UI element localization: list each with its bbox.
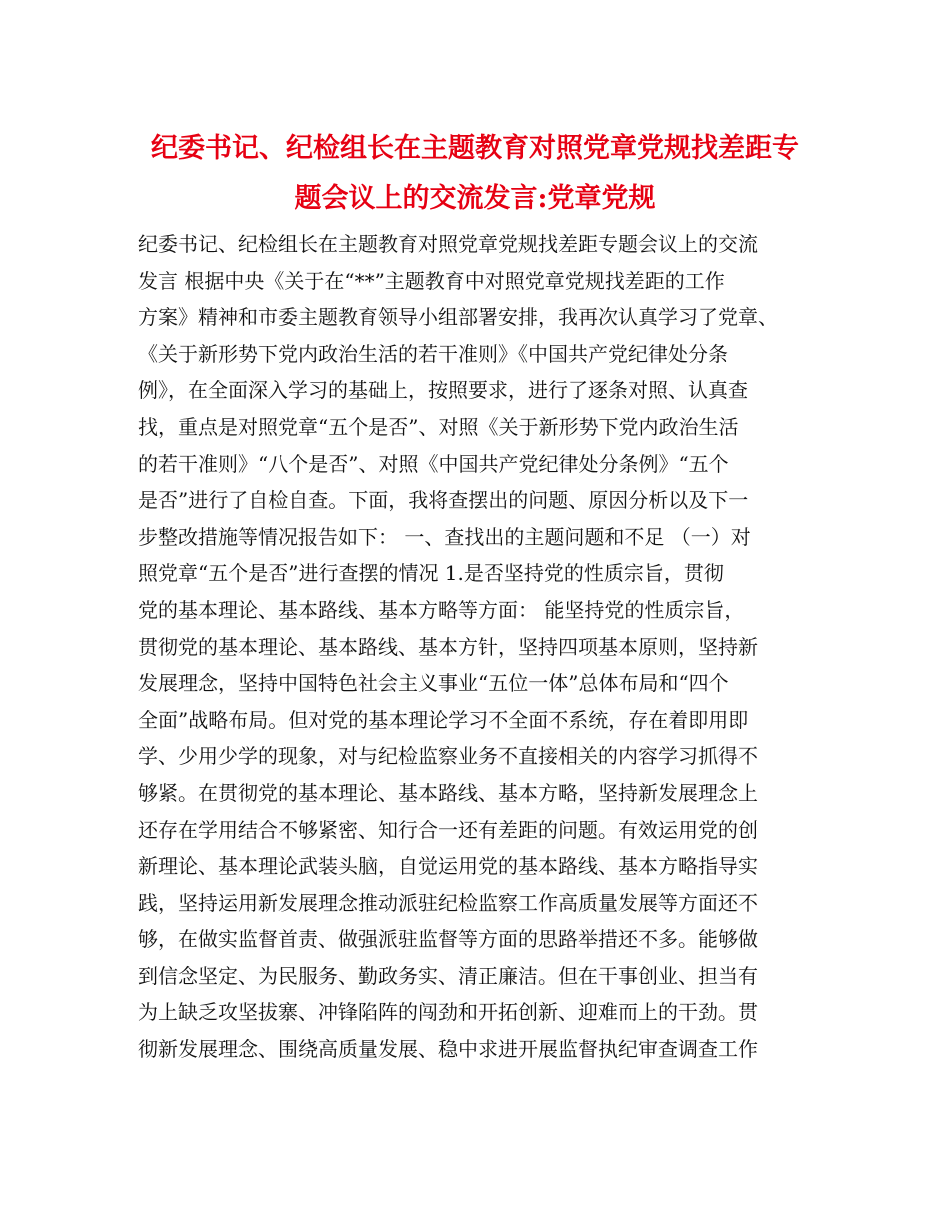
- body-line: 步整改措施等情况报告如下： 一、查找出的主题问题和不足 （一）对: [138, 524, 751, 549]
- body-line: 照党章“五个是否”进行查摆的情况 1.是否坚持党的性质宗旨，贯彻: [138, 561, 724, 586]
- document-body: [138, 226, 838, 1068]
- body-line: 找，重点是对照党章“五个是否”、对照《关于新形势下党内政治生活: [138, 414, 739, 439]
- body-line: 彻新发展理念、围绕高质量发展、稳中求进开展监督执纪审查调查工作: [138, 1037, 758, 1062]
- body-line: 《关于新形势下党内政治生活的若干准则》《中国共产党纪律处分条: [138, 341, 728, 366]
- title-line: 题会议上的交流发言:党章党规: [294, 183, 656, 214]
- body-line: 方案》精神和市委主题教育领导小组部署安排，我再次认真学习了党章、: [138, 305, 778, 330]
- body-line: 发展理念，坚持中国特色社会主义事业“五位一体”总体布局和“四个: [138, 671, 729, 696]
- body-line: 还存在学用结合不够紧密、知行合一还有差距的问题。有效运用党的创: [138, 817, 758, 842]
- body-line: 够，在做实监督首责、做强派驻监督等方面的思路举措还不多。能够做: [138, 927, 758, 952]
- body-line: 的若干准则》“八个是否”、对照《中国共产党纪律处分条例》“五个: [138, 451, 729, 476]
- body-line: 例》，在全面深入学习的基础上，按照要求，进行了逐条对照、认真查: [138, 378, 748, 403]
- body-line: 贯彻党的基本理论、基本路线、基本方针，坚持四项基本原则，坚持新: [138, 634, 758, 659]
- body-line: 学、少用少学的现象，对与纪检监察业务不直接相关的内容学习抓得不: [138, 744, 758, 769]
- title-line: 纪委书记、纪检组长在主题教育对照党章党规找差距专: [151, 133, 799, 164]
- document-title: [120, 124, 830, 224]
- body-line: 全面”战略布局。但对党的基本理论学习不全面不系统，存在着即用即: [138, 707, 749, 732]
- body-line: 发言 根据中央《关于在“**”主题教育中对照党章党规找差距的工作: [138, 268, 725, 293]
- body-line: 到信念坚定、为民服务、勤政务实、清正廉洁。但在干事创业、担当有: [138, 963, 758, 988]
- body-line: 够紧。在贯彻党的基本理论、基本路线、基本方略，坚持新发展理念上: [138, 780, 758, 805]
- body-line: 是否”进行了自检自查。下面，我将查摆出的问题、原因分析以及下一: [138, 488, 749, 513]
- body-line: 党的基本理论、基本路线、基本方略等方面： 能坚持党的性质宗旨，: [138, 597, 745, 622]
- body-line: 为上缺乏攻坚拔寨、冲锋陷阵的闯劲和开拓创新、迎难而上的干劲。贯: [138, 1000, 758, 1025]
- body-line: 新理论、基本理论武装头脑，自觉运用党的基本路线、基本方略指导实: [138, 854, 758, 879]
- body-line: 纪委书记、纪检组长在主题教育对照党章党规找差距专题会议上的交流: [138, 232, 758, 256]
- body-line: 践，坚持运用新发展理念推动派驻纪检监察工作高质量发展等方面还不: [138, 890, 758, 915]
